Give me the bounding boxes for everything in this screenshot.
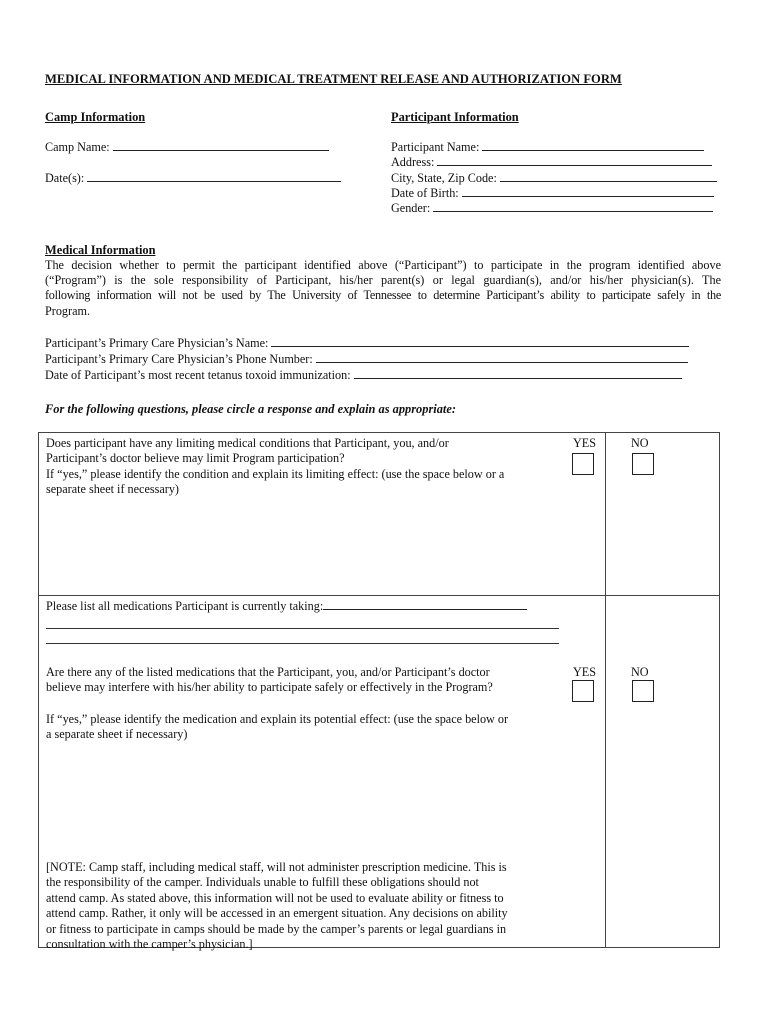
tetanus-date-field[interactable] — [354, 368, 682, 379]
camp-name-row — [45, 140, 329, 155]
q2-followup-line-1: If “yes,” please identify the medication and explain its potential effect: (use the space below or — [46, 712, 509, 726]
tetanus-row — [45, 368, 682, 383]
gender-label: Gender: — [391, 201, 431, 215]
participant-name-label: Participant Name: — [391, 140, 480, 154]
city-state-zip-label: City, State, Zip Code: — [391, 171, 497, 185]
address-field[interactable] — [437, 155, 712, 166]
q1-line-3: If “yes,” please identify the condition and explain its limiting effect: (use the space below or a — [46, 466, 505, 481]
q2-followup-line-2: a separate sheet if necessary) — [46, 727, 188, 742]
disclaimer-line-4: Program. — [45, 303, 91, 318]
physician-name-row — [45, 336, 689, 351]
note-line-2: the responsibility of the camper. Individuals unable to fulfill these obligations should not — [46, 875, 479, 890]
note-line-3: attend camp. As stated above, this information will not be used to evaluate ability or fitness to — [46, 890, 504, 905]
note-line-6: consultation with the camper’s physician.] — [46, 937, 253, 952]
q2-line-1: Are there any of the listed medications that the Participant, you, and/or Participant’s doctor — [46, 665, 490, 679]
date-of-birth-row — [391, 186, 714, 201]
q2-yes-label: YES — [573, 665, 597, 679]
city-state-zip-field[interactable] — [500, 171, 717, 182]
q1-line-1: Does participant have any limiting medical conditions that Participant, you, and/or — [46, 436, 449, 450]
medications-field-1[interactable] — [323, 600, 527, 610]
disclaimer-line-3: following information will not be used by The University of Tennessee to determine Participant’s ability to participate safely in the — [45, 288, 721, 303]
tetanus-label: Date of Participant’s most recent tetanus toxoid immunization: — [45, 368, 351, 382]
medical-information-heading: Medical Information — [45, 243, 156, 257]
physician-phone-row — [45, 352, 688, 367]
medications-label: Please list all medications Participant is currently taking: — [46, 599, 324, 613]
q1-yes-label: YES — [573, 436, 597, 450]
camp-name-label: Camp Name: — [45, 140, 110, 154]
address-row — [391, 155, 712, 170]
camp-dates-row — [45, 171, 341, 186]
gender-field[interactable] — [433, 201, 713, 212]
q2-text — [46, 665, 596, 696]
city-state-zip-row — [391, 171, 717, 186]
table-column-divider — [605, 433, 606, 947]
note-line-4: attend camp. Rather, it only will be accessed in an emergent situation. Any decisions on ability — [46, 906, 508, 921]
physician-name-field[interactable] — [271, 336, 689, 347]
participant-name-field[interactable] — [482, 140, 704, 151]
gender-row — [391, 201, 713, 216]
form-title: MEDICAL INFORMATION AND MEDICAL TREATMENT RELEASE AND AUTHORIZATION FORM — [45, 72, 622, 86]
physician-name-label: Participant’s Primary Care Physician’s Name: — [45, 336, 269, 350]
disclaimer-line-1: The decision whether to permit the participant identified above (“Participant”) to participate in the program identified above — [45, 258, 721, 272]
q2-line-2: believe may interfere with his/her ability to participate safely or effectively in the Program? — [46, 680, 493, 695]
camp-dates-field[interactable] — [87, 171, 341, 182]
date-of-birth-field[interactable] — [462, 186, 714, 197]
medications-row — [46, 599, 598, 614]
q2-no-checkbox[interactable] — [632, 680, 654, 702]
q2-yes-checkbox[interactable] — [572, 680, 594, 702]
physician-phone-field[interactable] — [316, 352, 688, 363]
q1-line-4: separate sheet if necessary) — [46, 482, 179, 497]
medications-field-3[interactable] — [46, 643, 559, 644]
q1-no-checkbox[interactable] — [632, 453, 654, 475]
medications-field-2[interactable] — [46, 628, 559, 629]
camp-name-field[interactable] — [113, 140, 329, 151]
staff-note — [46, 860, 596, 952]
instructions-text: For the following questions, please circle a response and explain as appropriate: — [45, 402, 456, 416]
physician-phone-label: Participant’s Primary Care Physician’s Phone Number: — [45, 352, 313, 366]
q1-line-2: Participant’s doctor believe may limit Program participation? — [46, 451, 345, 466]
camp-dates-label: Date(s): — [45, 171, 85, 185]
camp-information-heading: Camp Information — [45, 110, 146, 124]
address-label: Address: — [391, 155, 435, 169]
participant-name-row — [391, 140, 704, 155]
q1-no-label: NO — [631, 436, 649, 450]
q1-yes-checkbox[interactable] — [572, 453, 594, 475]
table-row-divider — [39, 595, 719, 596]
date-of-birth-label: Date of Birth: — [391, 186, 459, 200]
q2-followup-text — [46, 712, 596, 743]
note-line-1: [NOTE: Camp staff, including medical staff, will not administer prescription medicine. This is — [46, 860, 507, 874]
participant-information-heading: Participant Information — [391, 110, 519, 124]
disclaimer-line-2: (“Program”) is the sole responsibility of Participant, his/her parent(s) or legal guardian(s), and/or his/her physician(s). The — [45, 273, 721, 288]
questions-table — [38, 432, 720, 952]
note-line-5: or fitness to participate in camps should be made by the camper’s parents or legal guardians in — [46, 921, 507, 936]
medical-disclaimer-paragraph — [45, 258, 721, 319]
q2-no-label: NO — [631, 665, 649, 679]
q1-text — [46, 436, 596, 498]
